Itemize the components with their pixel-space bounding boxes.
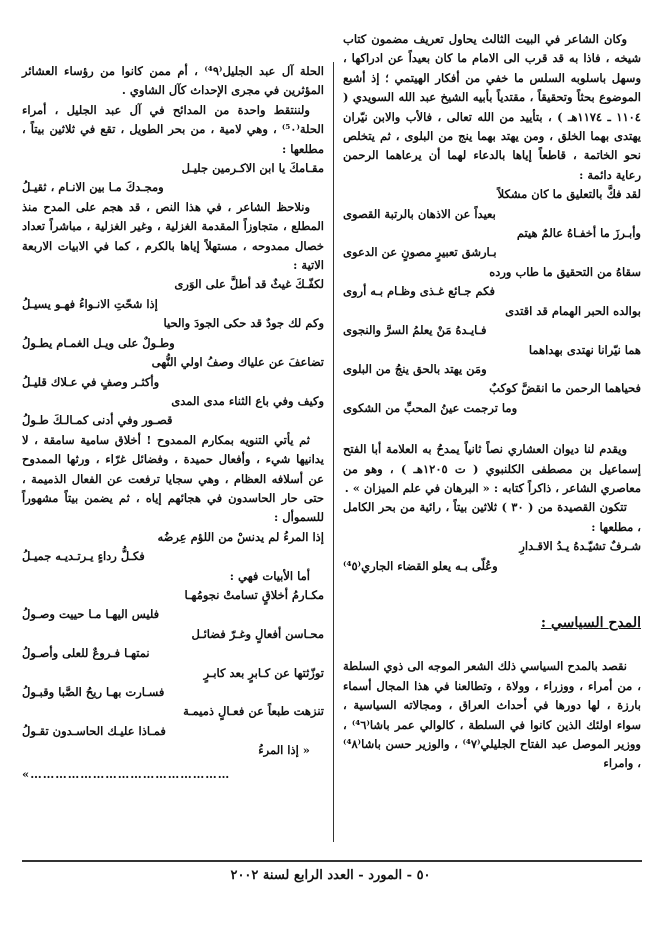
paragraph: « إذا المرءُ: [258, 743, 310, 758]
paragraph: تتكون القصيدة من ( ٣٠ ) ثلاثين بيتاً ، رائية من بحر الكامل ، مطلعها :: [343, 500, 641, 534]
paragraph: نقصد بالمدح السياسي ذلك الشعر الموجه الى ذوي السلطة ، من أمراء ، ووزراء ، وولاة ، وتطالعنا في هذا المجال أسماء بارزة ، لها دورها في أحداث العراق ، ومجالاته السياسية ، سواء اولئك الذين كانوا في السلطة ، كالوالي عمر باشا⁽⁴٦⁾ ، ووزير الموصل عبد الفتاح الجليلي⁽⁴٧⁾ ، والوزير حسن باشا⁽⁴٨⁾ ، وامراء: [343, 659, 642, 771]
verse-first-hemistich: سقاهُ من التحقيق ما طاب ورده: [489, 264, 641, 279]
verse-first-hemistich: مقـامكَ يا ابن الاكـرمين جليـل: [181, 161, 324, 176]
verse-line: [343, 185, 641, 224]
verse-line: [343, 263, 641, 302]
verse-second-hemistich: إذا شحّتِ الانـواءُ فهـو يسيـلُ: [22, 296, 158, 311]
verse-second-hemistich: ومجـدكَ مـا بين الانـام ، ثقيـلُ: [22, 180, 164, 195]
verse-line: [22, 159, 324, 198]
paragraph: ويقدم لنا ديوان العشاري نصاً ثانياً يمدحُ به العلامة أبا الفتح إسماعيل بن مصطفى الكلنبوي ( ت ١٢٠٥هـ ) ، وهو من معاصري الشاعر ، ذاكراً كتابه : « البرهان في علم الميزان » .: [343, 442, 641, 495]
verse-block: [343, 537, 641, 576]
verse-block: [22, 159, 324, 198]
page-footer: ٥٠ - المورد - العدد الرابع لسنة ٢٠٠٢: [230, 868, 431, 883]
verse-first-hemistich: مكـارمُ أخلاقٍ تسامتْ نجومُهـا: [184, 587, 324, 602]
verse-line: [22, 314, 324, 353]
section-heading: المدح السياسي :: [540, 614, 641, 631]
paragraph: ثم يأتي التنويه بمكارم الممدوح ! أخلاق سامية سامقة ، لا يدانيها شيء ، وأفعال حميدة ، وفضائل غرّاء ، ورثها الممدوح عن أسلافه العظام ، وهي سجايا ترفعت عن الفعال الذميمة ، حتى حار الحاسدون في هجائهم إياه ، ثم يضمن بيتاً مشهوراً للسموأل :: [22, 432, 324, 525]
verse-second-hemistich: وطـولٌ على ويـل الغمـام يطـولُ: [22, 335, 175, 350]
verse-line: [343, 302, 641, 341]
paragraph: الحلة آل عبد الجليل⁽⁴٩⁾ ، أم ممن كانوا من رؤساء العشائر المؤثرين في مجرى الإحداث كآل الشاوي .: [22, 64, 324, 98]
verse-first-hemistich: وأبـرزَ ما أخفـاهُ عالمٌ هيتم: [516, 226, 641, 241]
verse-second-hemistich: فـايـدهُ مَنْ يعلمُ السرَّ والنجوى: [343, 323, 487, 338]
verse-second-hemistich: فكم جـائع غـذى وظـام بـه أروى: [343, 284, 495, 299]
verse-line: [343, 224, 641, 263]
verse-line: [22, 392, 324, 431]
verse-block: [22, 275, 324, 430]
right-column: [343, 30, 641, 774]
verse-line: [22, 664, 324, 703]
column-divider: [333, 62, 334, 842]
verse-first-hemistich: وكم لك جودٌ قد حكى الجودَ والحيا: [163, 316, 324, 331]
verse-line: [343, 537, 641, 576]
verse-first-hemistich: شـرفٌ تشيّـدهُ يـدُ الاقـدارِ: [519, 539, 641, 554]
verse-block: [22, 586, 324, 741]
verse-block: [22, 528, 324, 567]
verse-block: [343, 185, 641, 418]
verse-first-hemistich: تضاعفَ عن علياك وصفُ اولي النُّهى: [151, 355, 324, 370]
verse-second-hemistich: فمـاذا عليـك الحاسـدون تقـولُ: [22, 723, 166, 738]
paragraph: ولننتقط واحدة من المدائح في آل عبد الجليل ، أمراء الحلة⁽⁵٠⁾ ، وهي لامية ، من بحر الطويل ، تقع في ثلاثين بيتاً ، مطلعها :: [22, 102, 324, 156]
verse-first-hemistich: هما نيّرانا نهتدى بهداهما: [528, 342, 641, 357]
verse-second-hemistich: قصـور وفي أدنى كمـالـكَ طـولُ: [22, 413, 173, 428]
verse-first-hemistich: إذا المرءُ لم يدنسْ من اللؤم عِرضُه: [157, 529, 324, 544]
paragraph: أما الأبيات فهي :: [229, 568, 310, 583]
verse-second-hemistich: فكـلُّ رداءٍ يـرتـديـه جميـلُ: [22, 549, 145, 564]
verse-line: [22, 275, 324, 314]
verse-first-hemistich: لكفّـكَ غيثٌ قد أطلَّ على الوَرى: [174, 277, 324, 292]
verse-second-hemistich: بعيداً عن الاذهان بالرتبة القصوى: [343, 206, 496, 221]
verse-second-hemistich: وأكثـر وصفٍ في عـلاك قليـلُ: [22, 374, 160, 389]
left-column: [22, 62, 324, 784]
verse-line: [22, 625, 324, 664]
verse-first-hemistich: بوالده الحبر الهمام قد اقتدى: [505, 303, 641, 318]
footer-rule: [22, 860, 642, 862]
verse-first-hemistich: فحياهما الرحمن ما انقضَّ كوكبٌ: [489, 381, 641, 396]
verse-second-hemistich: نمتهـا فـروعٌ للعلى وأصـولُ: [22, 646, 150, 661]
verse-line: [22, 586, 324, 625]
verse-first-hemistich: تنزهت طبعاً عن فعـالٍ ذميمـة: [183, 704, 324, 719]
verse-second-hemistich: فسـارت بهـا ريحُ الصَّبا وقبـولُ: [22, 685, 165, 699]
verse-second-hemistich: وما ترجمت عينُ المحبِّ من الشكوى: [343, 400, 518, 415]
ellipsis-line: …………………………………………»: [22, 766, 231, 781]
verse-second-hemistich: ومَن يهتد بالحق ينجُ من البلوى: [343, 361, 487, 376]
paragraph: وكان الشاعر في البيت الثالث يحاول تعريف مضمون كتاب شيخه ، فاذا به قد قرب الى الامام ما كان بعيداً عن ادراكها ، وسهل باسلوبه السلس ما خفي من أفكار الهيتمي ؛ إذ أشبع الموضوع بحثاً وتحقيقاً ، مقتدياً بأبيه الشيخ عبد الله السويدي ( ١١٠٤ ـ ١١٧٤هـ ) ، بتأييد من الله تعالى ، فالأب والابن نيّران يهتدى بهما الخلق ، ومن يهتد بهما ينج من البلوى ، ثم يتخلص نحو الخاتمة ، قاطعاً إياها بالدعاء لهما أن يرعاهما الرحمن رعاية دائمة :: [343, 32, 641, 182]
verse-first-hemistich: توزّثتها عن كـابرٍ بعد كابـرٍ: [203, 665, 324, 680]
verse-second-hemistich: فليس اليهـا مـا حييت وصـولُ: [22, 607, 160, 622]
verse-second-hemistich: بـارشق تعبيرٍ مصونٍ عن الدعوى: [343, 245, 497, 260]
paragraph: ونلاحظ الشاعر ، في هذا النص ، قد هجم على المدح منذ المطلع ، متجاوزاً المقدمة الغزلية ، وغير الغزلية ، مباشراً تعداد خصال ممدوحه ، مستهلاً إياها بالكرم ، كما في الابيات الاربعة الاتية :: [22, 199, 324, 273]
verse-line: [22, 528, 324, 567]
verse-second-hemistich: وعُلّى بـه يعلو القضاء الجاري⁽⁴٥⁾: [343, 558, 498, 573]
verse-first-hemistich: محـاسن أفعالٍ وغـرّ فضائـل: [191, 626, 324, 641]
verse-first-hemistich: لقد فكَّ بالتعليق ما كان مشكلاً: [497, 187, 641, 202]
verse-line: [22, 702, 324, 741]
verse-first-hemistich: وكيف وفي باع الثناء مدى المدى: [171, 393, 324, 408]
verse-line: [343, 379, 641, 418]
verse-line: [22, 353, 324, 392]
verse-line: [343, 341, 641, 380]
